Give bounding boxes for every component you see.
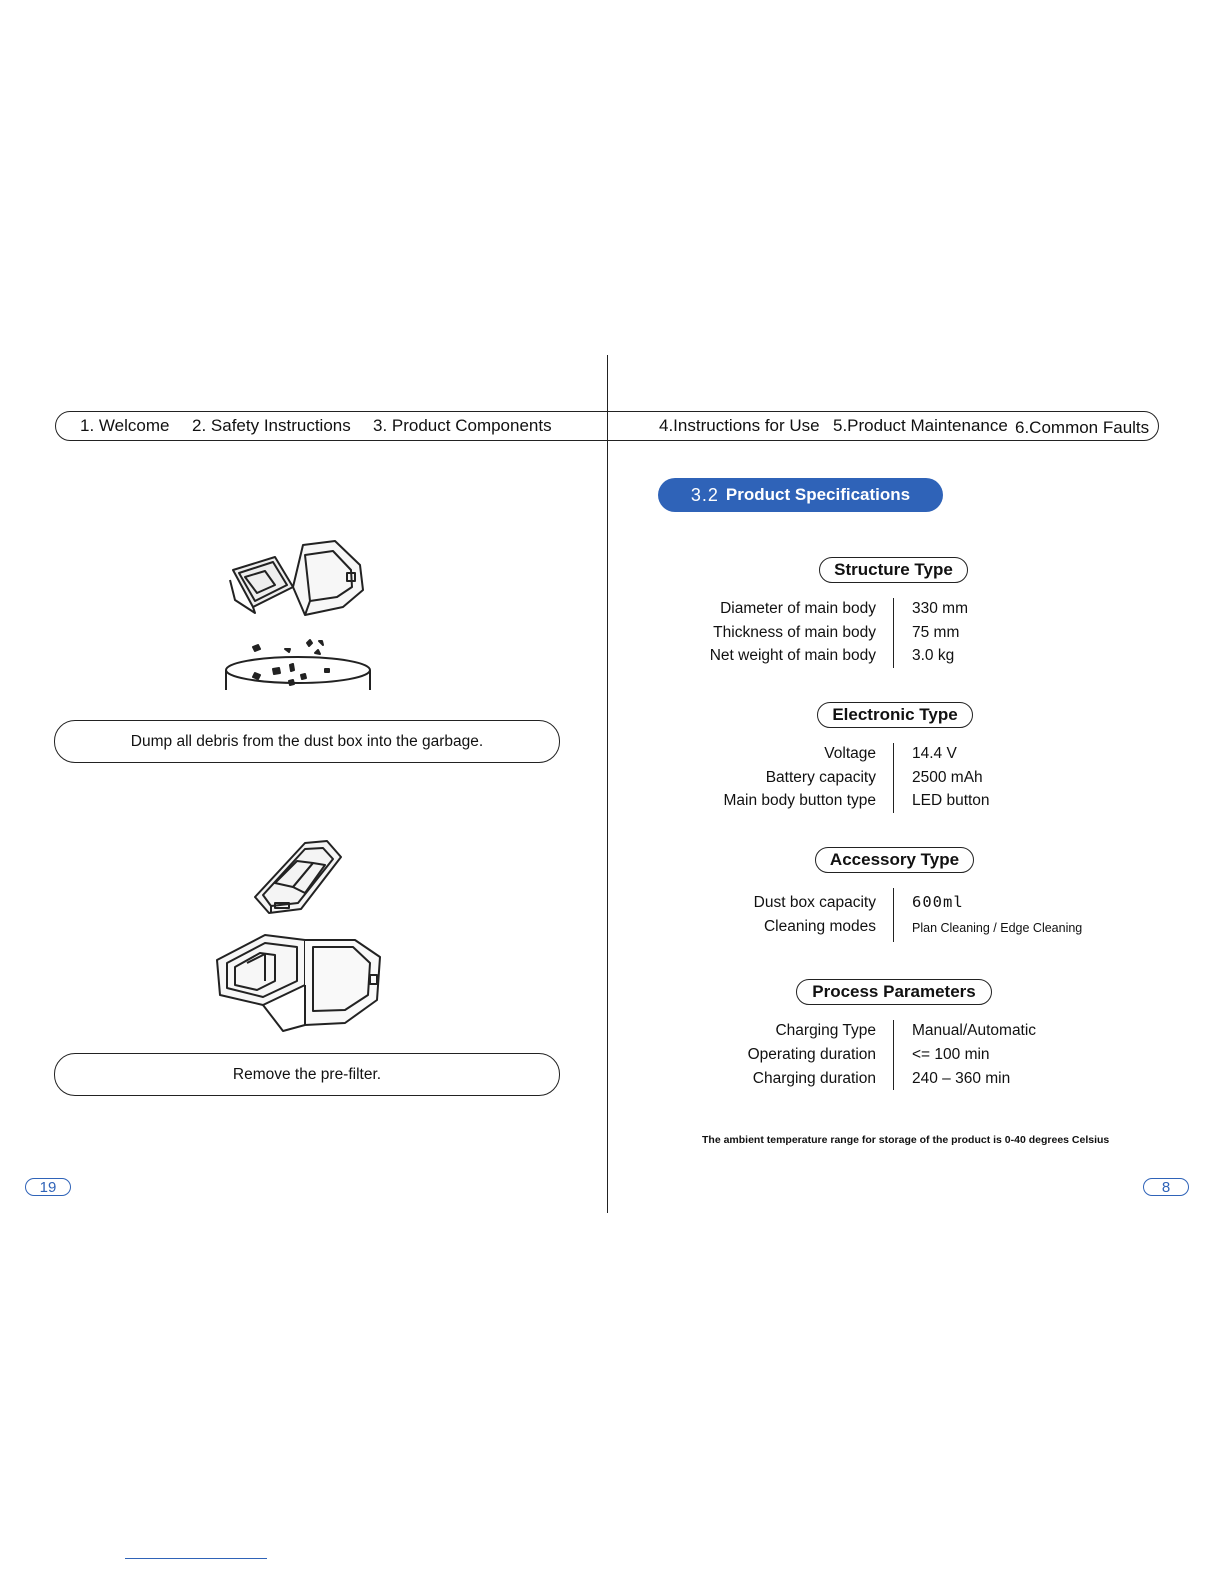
dust-box-emptying-illustration: [215, 535, 375, 695]
nav-common-faults[interactable]: 6.Common Faults: [1015, 418, 1150, 437]
spec-label: Operating duration: [747, 1046, 876, 1063]
spec-value: <= 100 min: [912, 1046, 990, 1063]
nav-instructions-for-use[interactable]: 4.Instructions for Use: [659, 416, 820, 435]
spec-divider: [893, 888, 894, 942]
spec-value: 330 mm: [912, 600, 968, 617]
spec-value: 600ml: [912, 893, 964, 911]
spec-label: Battery capacity: [765, 769, 876, 786]
spec-label: Voltage: [824, 745, 876, 762]
page-number-right: 8: [1143, 1178, 1189, 1196]
spec-heading-process: Process Parameters: [796, 979, 992, 1005]
spec-label: Dust box capacity: [753, 894, 876, 911]
nav-product-components[interactable]: 3. Product Components: [373, 416, 552, 435]
section-title-pill: [658, 478, 943, 512]
step-caption-text: Dump all debris from the dust box into the garbage.: [130, 732, 484, 750]
spec-value: LED button: [912, 792, 990, 809]
nav-welcome[interactable]: 1. Welcome: [80, 416, 170, 435]
spec-label: Charging Type: [775, 1022, 876, 1039]
spec-value: 240 – 360 min: [912, 1070, 1011, 1087]
pre-filter-removal-illustration: [205, 835, 395, 1035]
spec-label: Main body button type: [723, 792, 876, 809]
spec-heading-accessory: Accessory Type: [815, 847, 974, 873]
step-caption-text: Remove the pre-filter.: [232, 1065, 382, 1083]
section-title: Product Specifications: [725, 485, 911, 504]
spec-label: Thickness of main body: [713, 624, 876, 641]
spec-label: Diameter of main body: [720, 600, 876, 617]
spec-divider: [893, 598, 894, 668]
spec-value: 75 mm: [912, 624, 960, 641]
nav-safety-instructions[interactable]: 2. Safety Instructions: [192, 416, 351, 435]
spec-label: Cleaning modes: [763, 918, 876, 935]
section-number: 3.2: [690, 484, 719, 505]
spec-value: 2500 mAh: [912, 769, 983, 786]
spec-value: 3.0 kg: [912, 647, 955, 664]
page-number-left: 19: [25, 1178, 71, 1196]
spec-value: Manual/Automatic: [912, 1022, 1037, 1039]
storage-temperature-note: The ambient temperature range for storage of the product is 0-40 degrees Celsius: [702, 1134, 1110, 1146]
spec-divider: [893, 1020, 894, 1090]
spec-divider: [893, 743, 894, 813]
spec-heading-structure: Structure Type: [819, 557, 968, 583]
step-caption-dump-debris: [54, 720, 560, 763]
nav-product-maintenance[interactable]: 5.Product Maintenance: [833, 416, 1008, 435]
step-caption-remove-prefilter: [54, 1053, 560, 1096]
spec-value: Plan Cleaning / Edge Cleaning: [912, 921, 1083, 935]
page-divider: [607, 355, 608, 1213]
spec-label: Net weight of main body: [709, 647, 876, 664]
bottom-rule: [125, 1558, 267, 1559]
spec-value: 14.4 V: [912, 745, 957, 762]
spec-heading-electronic: Electronic Type: [817, 702, 973, 728]
spec-label: Charging duration: [752, 1070, 876, 1087]
